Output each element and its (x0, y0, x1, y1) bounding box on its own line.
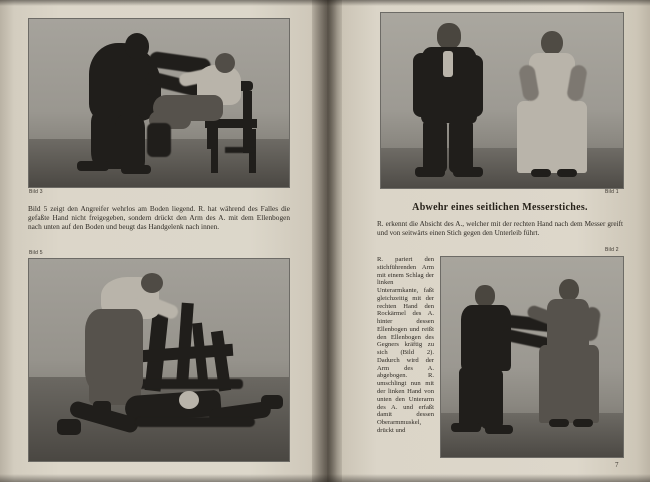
caption-bild3: Bild 3 (29, 189, 43, 195)
caption-bild1: Bild 1 (605, 189, 619, 195)
figure-image-bild5 (28, 258, 290, 462)
figure-image-bild1 (380, 12, 624, 189)
page-number: 7 (615, 461, 619, 469)
figure-image-bild2 (440, 256, 624, 458)
right-page-intro-paragraph: R. erkennt die Absicht des A., welcher mit der rechten Hand nach dem Messer greift und von seitwärts einen Stich gegen den Unterleib führt. (377, 220, 623, 237)
right-page-column-paragraph: R. pariert den stichführenden Arm mit einem Schlag der linken Unterarmkante, faßt gleichzeitig mit der rechten Hand den Rockärmel des A. hinter dessen Ellenbogen und reißt den Ellenbogen des Gegners kräftig zu sich (Bild 2). Dadurch wird der Arm des A. abgebogen. R. umschlingt nun mit der linken Hand von unten den Unterarm des A. und erfaßt damit dessen Oberarmmuskel, drückt und (377, 256, 434, 434)
left-page-paragraph: Bild 5 zeigt den Angreifer wehrlos am Boden liegend. R. hat während des Falles die gefaßte Hand nicht freigegeben, sondern drückt den Arm des A. mit dem Ellenbogen nach unten auf den Boden und beugt das Handgelenk nach innen. (28, 204, 290, 231)
caption-bild2: Bild 2 (605, 247, 619, 253)
section-headline: Abwehr eines seitlichen Messerstiches. (412, 202, 588, 213)
right-page (327, 0, 650, 482)
figure-image-bild3 (28, 18, 290, 188)
caption-bild5: Bild 5 (29, 250, 43, 256)
